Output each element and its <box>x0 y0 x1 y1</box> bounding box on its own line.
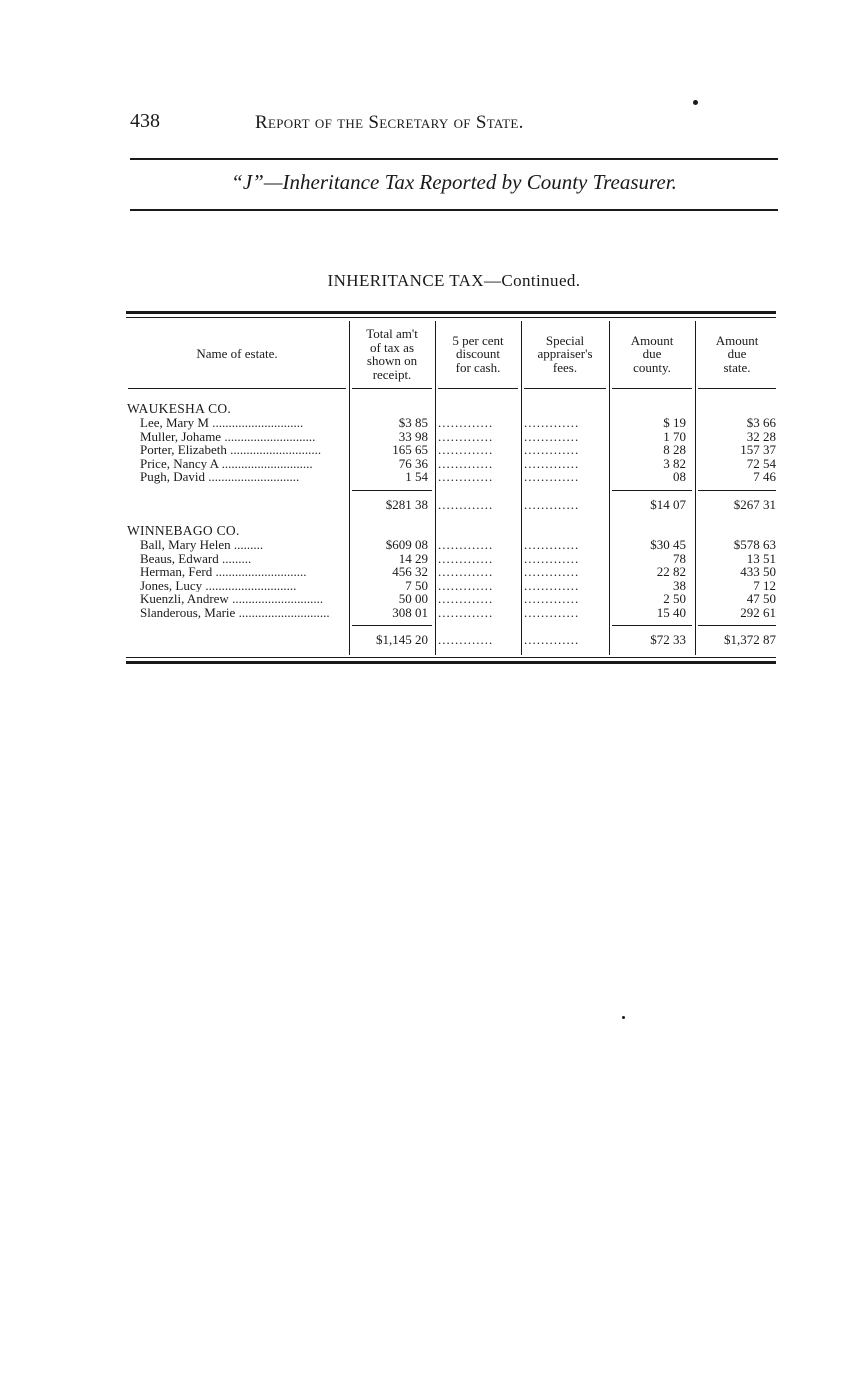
header-amount-due-state: Amount due state. <box>715 332 759 375</box>
county-heading: WINNEBAGO CO. <box>127 523 240 538</box>
table-top-rule-thin <box>126 317 776 318</box>
subtotal-rule <box>698 490 776 491</box>
header-special-fees: Special appraiser's fees. <box>537 332 593 375</box>
table-row <box>126 430 776 444</box>
table-title: INHERITANCE TAX—Continued. <box>327 271 581 290</box>
discount-leader: ............. <box>438 456 494 470</box>
total-tax: 33 98 <box>398 428 428 444</box>
special-leader: ............. <box>524 443 580 457</box>
title-rule-top <box>130 158 778 160</box>
discount-leader: ............. <box>438 416 494 430</box>
header-underline <box>612 388 692 389</box>
header-name-of-estate: Name of estate. <box>196 346 278 362</box>
table-row <box>126 470 776 484</box>
estate-name: Herman, Ferd ............................ <box>140 565 307 579</box>
amount-due-state: 32 28 <box>746 428 776 444</box>
discount-leader: ............. <box>438 565 494 579</box>
total-tax: 308 01 <box>392 604 428 620</box>
county-total-state: $1,372 87 <box>724 632 776 647</box>
amount-due-county: 1 70 <box>663 428 686 444</box>
total-tax: $609 08 <box>385 537 428 552</box>
estate-name: Muller, Johame ............................ <box>140 429 316 443</box>
amount-due-state: 72 54 <box>746 455 776 471</box>
amount-due-county: 08 <box>673 469 686 484</box>
header-discount: 5 per cent discount for cash. <box>452 332 504 375</box>
estate-name: Price, Nancy A ............................ <box>140 456 313 470</box>
county-total-state: $267 31 <box>733 497 776 512</box>
county-total-tax: $1,145 20 <box>376 632 428 647</box>
special-leader: ............. <box>524 592 580 606</box>
amount-due-state: 7 46 <box>753 469 776 484</box>
amount-due-county: 8 28 <box>663 442 686 457</box>
discount-leader: ............. <box>438 443 494 457</box>
header-underline <box>352 388 432 389</box>
amount-due-county: 78 <box>673 550 686 566</box>
total-tax: 456 32 <box>392 564 428 579</box>
total-tax: 7 50 <box>405 577 428 593</box>
special-leader: ............. <box>524 578 580 592</box>
total-tax: 76 36 <box>398 455 428 471</box>
table-row <box>126 457 776 471</box>
county-heading: WAUKESHA CO. <box>127 401 232 416</box>
subtotal-rule <box>698 625 776 626</box>
header-underline <box>524 388 606 389</box>
county-total-county: $72 33 <box>650 632 686 647</box>
table-row <box>126 443 776 457</box>
table-row <box>126 565 776 579</box>
discount-leader: ............. <box>438 429 494 443</box>
table-row <box>126 592 776 606</box>
table-row <box>126 606 776 620</box>
amount-due-county: 3 82 <box>663 455 686 471</box>
special-leader: ............. <box>524 605 580 619</box>
special-leader: ............. <box>524 565 580 579</box>
estate-name: Porter, Elizabeth ............................ <box>140 443 322 457</box>
discount-leader: ............. <box>438 578 494 592</box>
estate-name: Pugh, David ............................ <box>140 470 300 484</box>
discount-leader: ............. <box>438 551 494 565</box>
header-amount-due-county: Amount due county. <box>630 332 674 375</box>
county-total-row <box>126 498 776 512</box>
page-number: 438 <box>130 110 160 132</box>
running-title: Report of the Secretary of State. <box>255 112 524 133</box>
header-underline <box>438 388 518 389</box>
table-row <box>126 416 776 430</box>
title-rule-bottom <box>130 209 778 211</box>
subtotal-rule <box>352 490 432 491</box>
section-title: “J”—Inheritance Tax Reported by County Treasurer. <box>231 170 677 194</box>
ink-dot <box>622 1016 625 1019</box>
amount-due-county: 22 82 <box>656 564 686 579</box>
estate-name: Beaus, Edward ......... <box>140 551 252 565</box>
total-tax: $3 85 <box>398 415 428 430</box>
discount-leader: ............. <box>438 633 494 647</box>
discount-leader: ............. <box>438 605 494 619</box>
header-underline <box>128 388 346 389</box>
ink-dot <box>693 100 698 105</box>
county-total-row <box>126 633 776 647</box>
subtotal-rule <box>612 490 692 491</box>
estate-name: Ball, Mary Helen ......... <box>140 538 264 552</box>
special-leader: ............. <box>524 416 580 430</box>
table-bottom-rule <box>126 661 776 664</box>
total-tax: 14 29 <box>398 550 428 566</box>
amount-due-county: 2 50 <box>663 591 686 606</box>
estate-name: Slanderous, Marie ............................ <box>140 605 330 619</box>
special-leader: ............. <box>524 633 580 647</box>
discount-leader: ............. <box>438 470 494 484</box>
table-bottom-rule-thin <box>126 657 776 658</box>
estate-name: Lee, Mary M ............................ <box>140 416 304 430</box>
subtotal-rule <box>612 625 692 626</box>
amount-due-state: 13 51 <box>746 550 776 566</box>
amount-due-state: 7 12 <box>753 577 776 593</box>
amount-due-state: $3 66 <box>746 415 776 430</box>
county-total-tax: $281 38 <box>385 497 428 512</box>
special-leader: ............. <box>524 498 580 512</box>
discount-leader: ............. <box>438 498 494 512</box>
total-tax: 165 65 <box>392 442 428 457</box>
amount-due-state: 47 50 <box>746 591 776 606</box>
amount-due-state: 157 37 <box>740 442 776 457</box>
amount-due-state: 292 61 <box>740 604 776 620</box>
table-row <box>126 538 776 552</box>
discount-leader: ............. <box>438 592 494 606</box>
special-leader: ............. <box>524 456 580 470</box>
subtotal-rule <box>352 625 432 626</box>
amount-due-state: $578 63 <box>733 537 776 552</box>
amount-due-county: 15 40 <box>656 604 686 620</box>
header-underline <box>698 388 776 389</box>
estate-name: Jones, Lucy ............................ <box>140 578 297 592</box>
estate-name: Kuenzli, Andrew ............................ <box>140 592 324 606</box>
amount-due-state: 433 50 <box>740 564 776 579</box>
amount-due-county: 38 <box>673 577 686 593</box>
amount-due-county: $30 45 <box>650 537 686 552</box>
header-total-tax: Total am't of tax as shown on receipt. <box>366 326 418 382</box>
total-tax: 1 54 <box>405 469 428 484</box>
special-leader: ............. <box>524 551 580 565</box>
total-tax: 50 00 <box>398 591 428 606</box>
amount-due-county: $ 19 <box>663 415 686 430</box>
table-row <box>126 552 776 566</box>
special-leader: ............. <box>524 470 580 484</box>
table-top-rule <box>126 311 776 314</box>
discount-leader: ............. <box>438 538 494 552</box>
table-row <box>126 579 776 593</box>
county-total-county: $14 07 <box>650 497 686 512</box>
special-leader: ............. <box>524 429 580 443</box>
inheritance-tax-table <box>126 311 776 666</box>
special-leader: ............. <box>524 538 580 552</box>
